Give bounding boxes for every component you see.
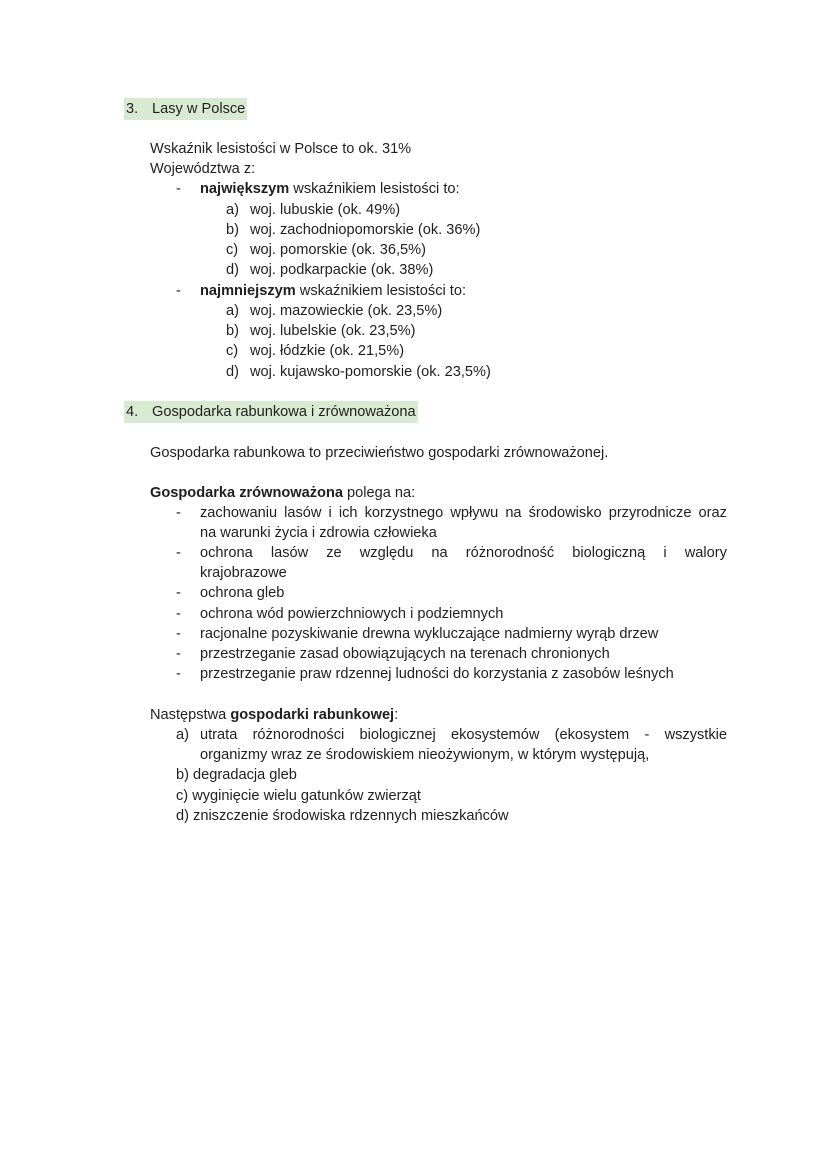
largest-bold: największym: [200, 181, 290, 197]
largest-dash: -: [176, 181, 181, 197]
word: zachowaniu: [200, 505, 278, 521]
list-marker: c): [226, 343, 239, 359]
list-marker: d): [226, 262, 239, 278]
consequences-prefix: Następstwa: [150, 707, 231, 723]
list-marker: a): [226, 202, 239, 218]
list-item: woj. zachodniopomorskie (ok. 36%): [250, 222, 481, 238]
list-item: racjonalne pozyskiwanie drewna wykluczające nadmierny wyrąb drzew: [200, 626, 659, 642]
voivodeships-label: Województwa z:: [150, 161, 256, 177]
bullet-dash: -: [176, 545, 181, 561]
word: różnorodności: [252, 727, 345, 743]
word: i: [663, 545, 667, 561]
largest-heading: [200, 179, 460, 199]
list-item: woj. mazowieckie (ok. 23,5%): [250, 303, 443, 319]
list-marker: a): [226, 303, 239, 319]
list-item: przestrzeganie praw rdzennej ludności do korzystania z zasobów leśnych: [200, 666, 674, 682]
word: korzystnego: [364, 505, 444, 521]
list-item-continuation: krajobrazowe: [200, 565, 287, 581]
list-item: woj. lubelskie (ok. 23,5%): [250, 323, 416, 339]
sustainable-bold: Gospodarka zrównoważona: [150, 485, 343, 501]
largest-rest: wskaźnikiem lesistości to:: [289, 181, 460, 197]
bullet-dash: -: [176, 585, 181, 601]
bullet-dash: -: [176, 646, 181, 662]
list-item: c) wyginięcie wielu gatunków zwierząt: [176, 788, 421, 804]
consequences-suffix: :: [394, 707, 399, 723]
list-item: przestrzeganie zasad obowiązujących na terenach chronionych: [200, 646, 610, 662]
list-marker: d): [226, 364, 239, 380]
word: wszystkie: [664, 727, 727, 743]
consequences-heading: [150, 705, 398, 725]
list-item: woj. łódzkie (ok. 21,5%): [250, 343, 405, 359]
word: na: [505, 505, 522, 521]
word: ich: [338, 505, 358, 521]
word: biologicznej: [359, 727, 436, 743]
word: różnorodność: [465, 545, 555, 561]
bullet-dash: -: [176, 626, 181, 642]
word: walory: [684, 545, 727, 561]
word: ze: [326, 545, 342, 561]
section-3-number: 3.: [126, 101, 139, 117]
list-item: d) zniszczenie środowiska rdzennych mieszkańców: [176, 808, 509, 824]
list-item: ochrona wód powierzchniowych i podziemnych: [200, 606, 504, 622]
word: na: [431, 545, 448, 561]
list-marker: b): [226, 323, 239, 339]
list-item-continuation: organizmy wraz ze środowiskiem nieożywionym, w którym występują,: [200, 747, 650, 763]
word: ochrona: [200, 545, 253, 561]
section-3-heading: [124, 98, 247, 120]
list-item-line-justified: [200, 725, 727, 745]
word: lasów: [284, 505, 322, 521]
word: (ekosystem: [554, 727, 630, 743]
word: biologiczną: [572, 545, 646, 561]
section-4-title: Gospodarka rabunkowa i zrównoważona: [152, 404, 416, 420]
consequences-bold: gospodarki rabunkowej: [230, 707, 395, 723]
smallest-heading: [200, 281, 466, 301]
word: przyrodnicze: [608, 505, 692, 521]
word: lasów: [270, 545, 309, 561]
list-item: woj. lubuskie (ok. 49%): [250, 202, 401, 218]
section-3-title: Lasy w Polsce: [152, 101, 246, 117]
bullet-dash: -: [176, 505, 181, 521]
list-item: woj. kujawsko-pomorskie (ok. 23,5%): [250, 364, 491, 380]
list-item-continuation: na warunki życia i zdrowia człowieka: [200, 525, 437, 541]
list-item: ochrona gleb: [200, 585, 285, 601]
word: wpływu: [450, 505, 499, 521]
word: i: [328, 505, 332, 521]
word: względu: [359, 545, 414, 561]
smallest-dash: -: [176, 283, 181, 299]
word: utrata: [200, 727, 238, 743]
word: oraz: [698, 505, 727, 521]
list-item: b) degradacja gleb: [176, 767, 297, 783]
word: -: [644, 727, 650, 743]
word: środowisko: [528, 505, 602, 521]
list-marker: c): [226, 242, 239, 258]
section-4-number: 4.: [126, 404, 139, 420]
section-4-heading: [124, 401, 418, 423]
list-item: woj. podkarpackie (ok. 38%): [250, 262, 434, 278]
smallest-rest: wskaźnikiem lesistości to:: [295, 283, 467, 299]
bullet-dash: -: [176, 666, 181, 682]
word: ekosystemów: [450, 727, 540, 743]
list-marker: b): [226, 222, 239, 238]
economy-intro: Gospodarka rabunkowa to przeciwieństwo gospodarki zrównoważonej.: [150, 445, 609, 461]
list-item: woj. pomorskie (ok. 36,5%): [250, 242, 427, 258]
list-item-line-justified: [200, 503, 727, 523]
sustainable-heading: [150, 483, 415, 503]
list-item-line-justified: [200, 543, 727, 563]
list-marker: a): [176, 727, 189, 743]
smallest-bold: najmniejszym: [200, 283, 296, 299]
bullet-dash: -: [176, 606, 181, 622]
sustainable-rest: polega na:: [343, 485, 416, 501]
forest-index-intro: Wskaźnik lesistości w Polsce to ok. 31%: [150, 141, 412, 157]
